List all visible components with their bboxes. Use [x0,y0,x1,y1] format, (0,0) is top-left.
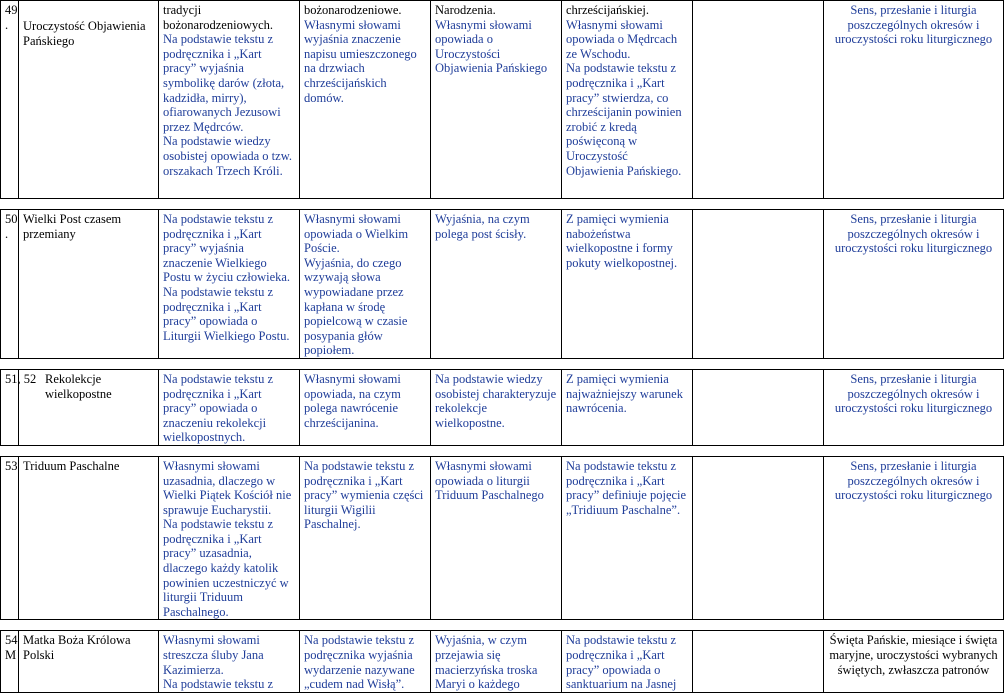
lesson-topic: Triduum Paschalne [19,456,159,620]
criteria-cell [824,369,1004,445]
criteria-cell [562,631,693,693]
row-gap [1,199,1004,210]
criteria-cell [159,1,300,199]
criteria-cell [300,369,431,445]
criteria-text: Na podstawie tekstu z podręcznika i „Kart pracy” definiuje pojęcie „Tridiuum Paschalne”. [566,458,687,517]
criteria-cell [693,210,824,359]
criteria-text: Własnymi słowami opowiada, na czym polega nawrócenie chrześcijanina. [304,371,401,430]
criteria-cell [693,369,824,445]
lesson-topic: Wielki Post czasem przemiany [19,210,159,359]
criteria-text: Własnymi słowami opowiada o liturgii Triduum Paschalnego [435,458,544,503]
criteria-text: Na podstawie tekstu z podręcznika i „Kart pracy” wyjaśnia znaczenie Wielkiego Postu w życiu człowieka. [163,212,291,285]
lesson-topic: Uroczystość Objawienia Pańskiego [19,1,159,199]
criteria-cell [562,369,693,445]
criteria-text: Narodzenia. [435,3,496,17]
criteria-cell [431,456,562,620]
criteria-text: Własnymi słowami streszcza śluby Jana Kazimierza. [163,633,264,677]
criteria-cell [159,456,300,620]
criteria-cell [824,631,1004,693]
criteria-text: Własnymi słowami opowiada o Wielkim Poście. [304,212,409,256]
criteria-cell [824,456,1004,620]
criteria-text: Własnymi słowami wyjaśnia znaczenie napisu umieszczonego na drzwiach chrześcijańskich domów. [304,17,417,105]
criteria-text: Z pamięci wymienia najważniejszy warunek nawrócenia. [566,371,683,416]
criteria-text: Na podstawie tekstu z podręcznika i „Kart pracy” uzasadnia, dlaczego każdy katolik powinien uczestniczyć w liturgii Triduum Paschalnego. [163,517,289,619]
criteria-text: chrześcijańskiej. [566,3,649,17]
criteria-text: Na podstawie tekstu z podręcznika i „Kart pracy” opowiada o znaczeniu rekolekcji wielkopostnych. [163,371,274,445]
criteria-text: Własnymi słowami uzasadnia, dlaczego w Wielki Piątek Kościół nie sprawuje Eucharystii. [163,458,292,517]
table-row [1,369,1004,445]
lesson-topic: Matka Boża Królowa Polski [19,631,159,693]
table-row [1,1,1004,199]
criteria-text: bożonarodzeniowe. [304,3,402,17]
lesson-number: 51, 52 [1,369,19,445]
criteria-text: Na podstawie tekstu z [163,677,274,692]
criteria-text: bożonarodzeniowych. [163,17,274,32]
criteria-text: Wyjaśnia, na czym polega post ścisły. [435,212,530,241]
criteria-cell [562,456,693,620]
criteria-text: Na podstawie tekstu z podręcznika i „Kart pracy” wyjaśnia symbolikę darów (złota, kadzidła, mirry), ofiarowanych Jezusowi przez Mędrców. [163,32,285,134]
criteria-cell [431,1,562,199]
criteria-text: Na podstawie tekstu z podręcznika i „Kart pracy” opowiada o Liturgii Wielkiego Postu. [163,284,290,343]
criteria-text: Sens, przesłanie i liturgia poszczególnych okresów i uroczystości roku liturgicznego [834,458,993,503]
criteria-cell [300,210,431,359]
criteria-cell [693,1,824,199]
criteria-text: Na podstawie tekstu z podręcznika wyjaśnia wydarzenie nazywane „cudem nad Wisłą”. [304,633,415,692]
criteria-text: Sens, przesłanie i liturgia poszczególnych okresów i uroczystości roku liturgicznego [834,3,993,47]
criteria-text: Na podstawie wiedzy osobistej charakteryzuje rekolekcje wielkopostne. [435,371,557,430]
criteria-cell [431,210,562,359]
lesson-number: 49 . [1,1,19,199]
criteria-text: Wyjaśnia, w czym przejawia się macierzyńska troska Maryi o każdego [435,633,538,692]
criteria-cell [693,631,824,693]
criteria-cell [693,456,824,620]
row-gap [1,445,1004,456]
criteria-text: Na podstawie tekstu z podręcznika i „Kart pracy” stwierdza, co chrześcijanin powinien zrobić z kredą poświęconą w Uroczystość Objawienia Pańskiego. [566,61,682,178]
criteria-cell [300,1,431,199]
lesson-topic: Rekolekcje wielkopostne [19,369,159,445]
criteria-text: tradycji [163,3,202,17]
criteria-cell [431,369,562,445]
criteria-cell [562,1,693,199]
row-gap [1,620,1004,631]
table-row [1,631,1004,693]
row-gap [1,358,1004,369]
criteria-text: Własnymi słowami opowiada o Uroczystości Objawienia Pańskiego [435,17,548,76]
table-row [1,456,1004,620]
criteria-text: Sens, przesłanie i liturgia poszczególnych okresów i uroczystości roku liturgicznego [834,371,993,416]
criteria-text: Święta Pańskie, miesiące i święta maryjne, uroczystości wybranych świętych, zwłaszcza patronów [829,633,998,677]
criteria-cell [824,1,1004,199]
criteria-text: Z pamięci wymienia nabożeństwa wielkopostne i formy pokuty wielkopostnej. [566,212,678,270]
criteria-text: Wyjaśnia, do czego wzywają słowa wypowiadane przez kapłana w środę popielcową w czasie posypania głów popiołem. [304,255,408,358]
criteria-cell [159,631,300,693]
criteria-cell [159,369,300,445]
table-row [1,210,1004,359]
criteria-text: Na podstawie wiedzy osobistej opowiada o tzw. orszakach Trzech Króli. [163,134,293,178]
criteria-cell [300,631,431,693]
criteria-cell [562,210,693,359]
criteria-text: Własnymi słowami opowiada o Mędrcach ze Wschodu. [566,17,678,61]
lesson-number: 50 . [1,210,19,359]
criteria-cell [824,210,1004,359]
lesson-number: 54 M [1,631,19,693]
lesson-number: 53 [1,456,19,620]
criteria-text: Na podstawie tekstu z podręcznika i „Kart pracy” opowiada o sanktuarium na Jasnej [566,633,677,692]
criteria-cell [159,210,300,359]
criteria-text: Sens, przesłanie i liturgia poszczególnych okresów i uroczystości roku liturgicznego [834,212,993,256]
criteria-cell [300,456,431,620]
criteria-cell [431,631,562,693]
criteria-text: Na podstawie tekstu z podręcznika i „Kart pracy” wymienia części liturgii Wigilii Paschalnej. [304,458,424,532]
